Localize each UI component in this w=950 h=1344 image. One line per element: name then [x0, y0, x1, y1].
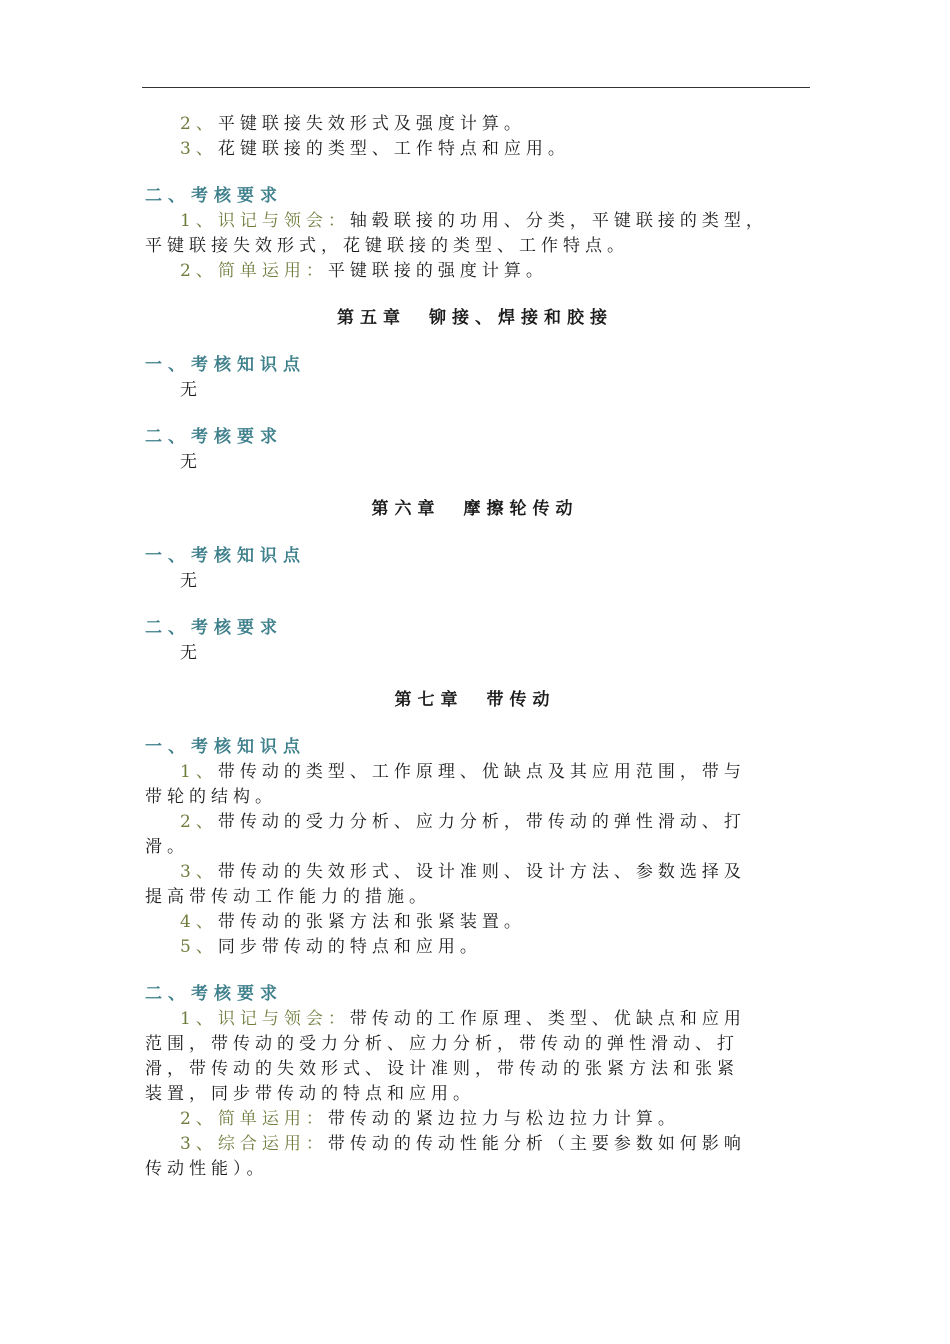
section-heading: 一、考核知识点 — [145, 355, 306, 375]
list-item: 3、带传动的失效形式、设计准则、设计方法、参数选择及 — [180, 862, 746, 882]
header-rule — [142, 87, 810, 88]
section-heading: 二、考核要求 — [145, 186, 283, 206]
requirement-item: 2、简单运用：平键联接的强度计算。 — [180, 261, 548, 281]
section-heading: 二、考核要求 — [145, 984, 283, 1004]
requirement-item-cont: 装置，同步带传动的特点和应用。 — [145, 1084, 475, 1104]
list-item: 1、带传动的类型、工作原理、优缺点及其应用范围，带与 — [180, 762, 746, 782]
list-item-cont: 提高带传动工作能力的措施。 — [145, 887, 431, 907]
list-item: 3、花键联接的类型、工作特点和应用。 — [180, 139, 570, 159]
list-item-cont: 带轮的结构。 — [145, 787, 277, 807]
requirement-item-cont: 传动性能）。 — [145, 1159, 269, 1179]
body-text: 无 — [180, 380, 202, 400]
requirement-item-cont: 范围，带传动的受力分析、应力分析，带传动的弹性滑动、打 — [145, 1034, 739, 1054]
body-text: 无 — [180, 571, 202, 591]
list-item-cont: 滑。 — [145, 837, 189, 857]
section-heading: 二、考核要求 — [145, 618, 283, 638]
section-heading: 一、考核知识点 — [145, 737, 306, 757]
section-heading: 二、考核要求 — [145, 427, 283, 447]
body-text: 无 — [180, 643, 202, 663]
requirement-item: 1、识记与领会：带传动的工作原理、类型、优缺点和应用 — [180, 1009, 746, 1029]
list-item: 4、带传动的张紧方法和张紧装置。 — [180, 912, 526, 932]
requirement-item: 3、综合运用：带传动的传动性能分析（主要参数如何影响 — [180, 1134, 746, 1154]
chapter-title: 第六章 摩擦轮传动 — [371, 499, 579, 519]
list-item: 2、平键联接失效形式及强度计算。 — [180, 114, 526, 134]
document-page — [145, 112, 805, 1182]
list-item: 5、同步带传动的特点和应用。 — [180, 937, 482, 957]
list-item: 2、带传动的受力分析、应力分析，带传动的弹性滑动、打 — [180, 812, 746, 832]
requirement-item-cont: 平键联接失效形式，花键联接的类型、工作特点。 — [145, 236, 629, 256]
chapter-title: 第五章 铆接、焊接和胶接 — [337, 308, 613, 328]
requirement-item: 1、识记与领会：轴毂联接的功用、分类，平键联接的类型， — [180, 211, 768, 231]
requirement-item: 2、简单运用：带传动的紧边拉力与松边拉力计算。 — [180, 1109, 680, 1129]
requirement-item-cont: 滑，带传动的失效形式、设计准则，带传动的张紧方法和张紧 — [145, 1059, 739, 1079]
body-text: 无 — [180, 452, 202, 472]
section-heading: 一、考核知识点 — [145, 546, 306, 566]
chapter-title: 第七章 带传动 — [394, 690, 556, 710]
